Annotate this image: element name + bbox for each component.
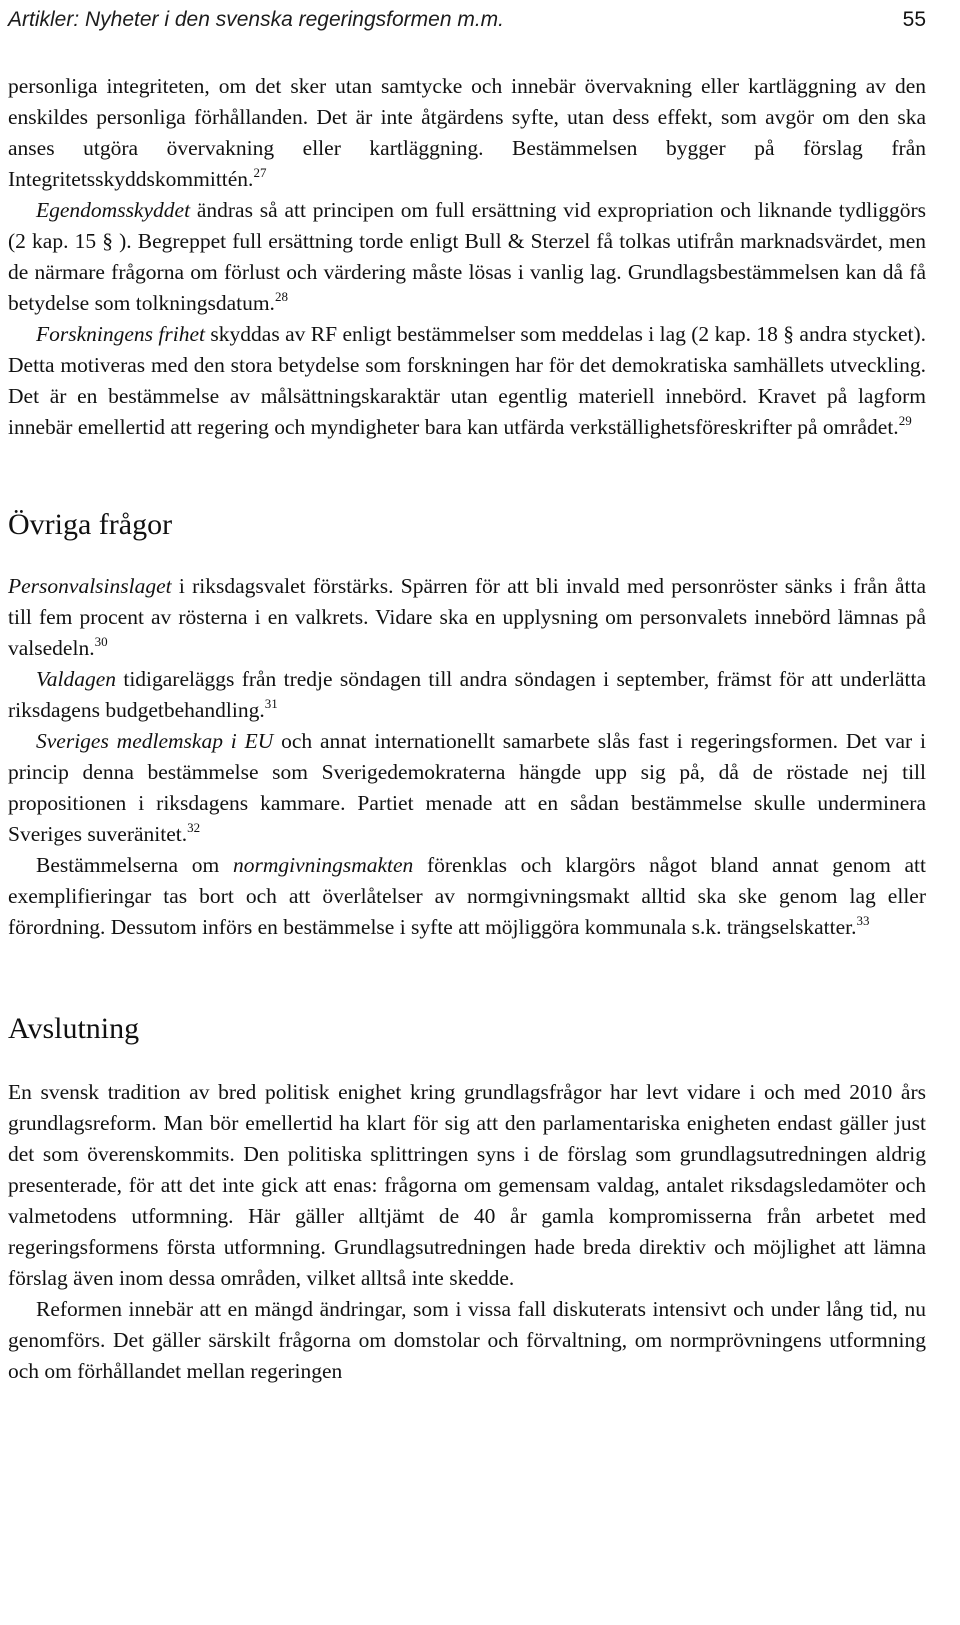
footnote-ref: 27: [253, 165, 267, 180]
footnote-ref: 30: [94, 634, 108, 649]
running-header: [8, 0, 926, 40]
section-heading-other-questions: Övriga frågor: [8, 508, 173, 541]
paragraph-conclusion-2: Reformen innebär att en mängd ändringar, som i vissa fall diskuterats intensivt och under lång tid, nu genomförs. Det gäller särskilt frågorna om domstolar och förvaltning, om normprövningens utformning och om förhållandet mellan regeringen: [8, 1297, 926, 1383]
footnote-ref: 29: [898, 413, 912, 428]
paragraph-text: i riksdagsvalet förstärks. Spärren för att bli invald med personröster sänks i från åtta till fem procent av rösterna i en valkrets. Vidare ska en upplysning om personvalets innebörd lämnas på valsedeln.: [8, 574, 926, 660]
article-body: [8, 71, 926, 1387]
paragraph-text: och annat internationellt samarbete slås fast i regeringsformen. Det var i princip denna bestämmelse som Sverigedemokraterna hängde upp sig på, då de röstade nej till propositionen i riksdagens kammare. Partiet menade att en sådan bestämmelse skulle underminera Sveriges suveränitet.: [8, 729, 926, 846]
italic-term: Personvalsinslaget: [8, 574, 172, 598]
paragraph-eu-membership: [8, 726, 926, 850]
paragraph-text: skyddas av RF enligt bestämmelser som meddelas i lag (2 kap. 18 § andra stycket). Detta motiveras med den stora betydelse som forskningen har för det demokratiska samhällets utveckling. Det är en bestämmelse av målsättningskaraktär utan egentlig materiell innebörd. Kravet på lagform innebär emellertid att regering och myndigheter bara kan utfärda verkställighetsföreskrifter på området.: [8, 322, 927, 439]
paragraph-text: tidigareläggs från tredje söndagen till andra söndagen i september, främst för att underlätta riksdagens budgetbehandling.: [8, 667, 926, 722]
paragraph-personal-vote: [8, 571, 926, 664]
paragraph-text: personliga integriteten, om det sker utan samtycke och innebär övervakning eller kartläggning av den enskildes personliga förhållanden. Det är inte åtgärdens syfte, utan dess effekt, som avgör om den ska anses utgöra övervakning eller kartläggning. Bestämmelsen bygger på förslag från Integritetsskyddskommittén.: [8, 74, 926, 191]
paragraph-integrity: [8, 71, 926, 195]
page-number: 55: [902, 8, 926, 31]
italic-term: Egendomsskyddet: [36, 198, 191, 222]
paragraph-conclusion-1: En svensk tradition av bred politisk enighet kring grundlagsfrågor har levt vidare i och med 2010 års grundlagsreform. Man bör emellertid ha klart för sig att den parlamentariska enigheten endast gäller just det som överenskommits. Den politiska splittringen syns i de förslag som grundlagsutredningen aldrig presenterade, för att det inte gick att enas: frågorna om gemensam valdag, antalet riksdagsledamöter och valmetodens utformning. Här gäller alltjämt de 40 år gamla kompromisserna från arbetet med regeringsformens första utformning. Grundlagsutredningen hade breda direktiv och möjlighet att lämna förslag även inom dessa områden, vilket alltså inte skedde.: [8, 1080, 926, 1290]
running-title: Artikler: Nyheter i den svenska regeringsformen m.m.: [8, 8, 505, 31]
italic-term: Forskningens frihet: [36, 322, 206, 346]
section-heading-conclusion: Avslutning: [8, 1012, 140, 1045]
footnote-ref: 33: [856, 913, 870, 928]
paragraph-text: Bestämmelserna om: [36, 853, 233, 877]
footnote-ref: 32: [187, 820, 201, 835]
italic-term: normgivningsmakten: [232, 853, 414, 877]
italic-term: Valdagen: [36, 667, 117, 691]
footnote-ref: 31: [264, 696, 278, 711]
footnote-ref: 28: [274, 289, 288, 304]
paragraph-election-day: [8, 664, 926, 726]
paragraph-text: förenklas och klargörs något bland annat genom att exemplifieringar tas bort och att överlåtelser av normgivningsmakt alltid ska ske genom lag eller förordning. Dessutom införs en bestämmelse i syfte att möjliggöra kommunala s.k. trängselskatter.: [8, 853, 926, 939]
paragraph-research-freedom: [8, 319, 926, 443]
italic-term: Sveriges medlemskap i EU: [36, 729, 274, 753]
paragraph-norm-giving: [8, 850, 926, 943]
paragraph-text: ändras så att principen om full ersättning vid expropriation och liknande tydliggörs (2 kap. 15 § ). Begreppet full ersättning torde enligt Bull & Sterzel få tolkas utifrån marknadsvärdet, men de närmare frågorna om förlust och värdering måste lösas i vanlig lag. Grundlagsbestämmelsen kan då få betydelse som tolkningsdatum.: [8, 198, 926, 315]
paragraph-property-protection: [8, 195, 926, 319]
